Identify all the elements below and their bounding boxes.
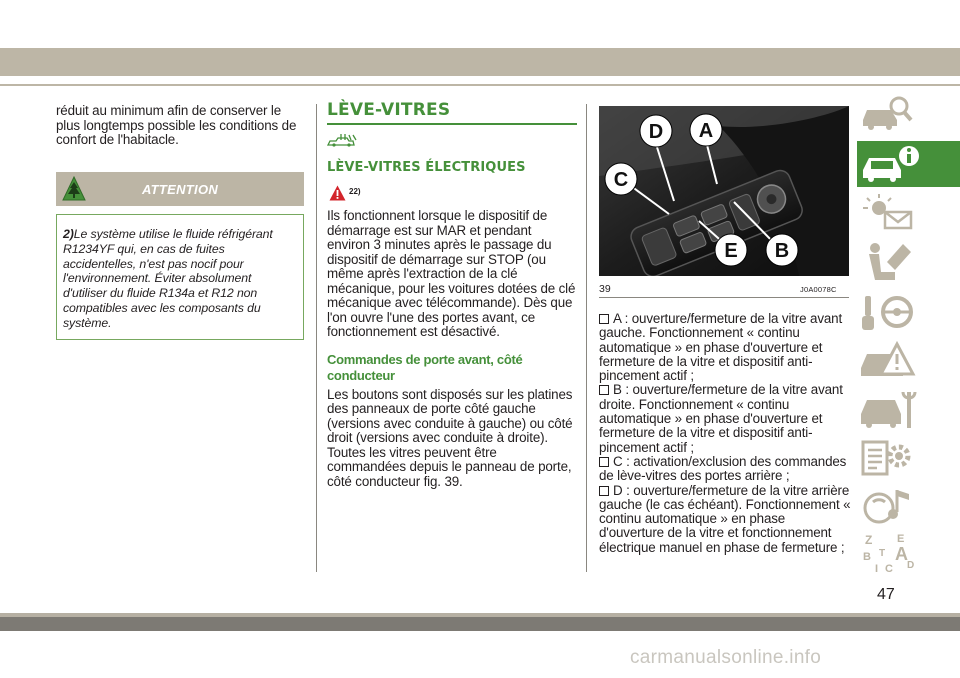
key-steering-icon[interactable] <box>857 290 960 334</box>
seat-airbag-icon[interactable] <box>857 240 960 284</box>
figure-window-switches <box>599 106 849 276</box>
car-tools-icon[interactable] <box>857 388 960 432</box>
svg-text:A: A <box>895 544 908 564</box>
car-window-icon <box>327 133 359 147</box>
figure-number: 39 <box>599 283 611 295</box>
intro-paragraph: réduit au minimum afin de conserver le plus longtemps possible les conditions de confort de l'habitacle. <box>56 103 297 147</box>
callout-d <box>640 115 672 147</box>
list-item-text: C : activation/exclusion des commandes de lève-vitres des portes arrière ; <box>599 453 847 484</box>
footer-band <box>0 613 960 631</box>
reference-number: 22) <box>349 187 361 196</box>
checkbox-bullet-icon <box>599 385 609 395</box>
callout-label: C <box>613 169 629 191</box>
callout-label: D <box>648 121 664 143</box>
callout-label: A <box>698 120 714 142</box>
attention-box <box>56 214 304 340</box>
figure-code: J0A0078C <box>800 285 837 294</box>
svg-text:Z: Z <box>865 533 873 547</box>
list-item-text: A : ouverture/fermeture de la vitre avant gauche. Fonctionnement « continu automatique » en phase d'ouverture et fermeture de la vitre et dispositif anti-pincement actif ; <box>599 311 843 384</box>
header-rule <box>0 84 960 86</box>
callout-e <box>715 234 747 266</box>
warning-lights-icon[interactable] <box>857 190 960 234</box>
specs-gear-icon[interactable] <box>857 436 960 480</box>
index-letters-icon[interactable] <box>857 530 960 574</box>
checkbox-bullet-icon <box>599 314 609 324</box>
list-item <box>599 383 851 454</box>
svg-text:E: E <box>897 533 905 545</box>
column-right <box>599 312 851 555</box>
column-divider <box>586 104 587 572</box>
attention-title: ATTENTION <box>141 182 219 197</box>
list-item-text: D : ouverture/fermeture de la vitre arrière gauche (le cas échéant). Fonctionnement « continu automatique » en phase d'ouverture de la vitre et fonctionnement électrique manuel en phase de fermeture ; <box>599 482 851 555</box>
paragraph-operation: Ils fonctionnent lorsque le dispositif de démarrage est sur MAR et pendant environ 3 minutes après le passage du dispositif de démarrage sur STOP (ou même après l'extraction de la clé mécanique, pour les voitures dotées de clé mécanique avec télécommande). Dès que l'on ouvre l'une des portes avant, ce fonctionnement est désactivé. <box>327 208 576 339</box>
column-divider <box>316 104 317 572</box>
svg-text:D: D <box>907 560 915 571</box>
section-title: LÈVE-VITRES <box>327 100 451 120</box>
checkbox-bullet-icon <box>599 486 609 496</box>
figure-rule <box>599 297 849 298</box>
list-item <box>599 484 851 555</box>
callout-a <box>690 114 722 146</box>
subheading-driver-door: Commandes de porte avant, côté conducteur <box>327 351 523 383</box>
column-middle <box>327 100 577 489</box>
column-left <box>56 104 304 148</box>
watermark: carmanualsonline.info <box>630 647 822 668</box>
section-title-rule <box>327 123 577 125</box>
list-item-text: B : ouverture/fermeture de la vitre avant droite. Fonctionnement « continu automatique » en phase d'ouverture et fermeture de la vitre et dispositif anti-pincement actif ; <box>599 382 843 455</box>
checkbox-bullet-icon <box>599 457 609 467</box>
svg-text:I: I <box>875 563 879 574</box>
car-search-icon[interactable] <box>857 90 960 134</box>
svg-text:C: C <box>885 563 893 574</box>
attention-note <box>63 227 297 331</box>
warning-triangle-icon <box>329 185 346 201</box>
list-item <box>599 312 851 383</box>
header-band <box>0 48 960 76</box>
car-warning-icon[interactable] <box>857 338 960 382</box>
paragraph-buttons: Les boutons sont disposés sur les platines des panneaux de porte côté gauche (versions avec conduite à gauche) ou côté droit (versions avec conduite à droite). Toutes les vitres peuvent être commandées depuis le panneau de porte, côté conducteur fig. 39. <box>327 386 573 489</box>
door-panel-illustration <box>599 106 849 276</box>
callout-b <box>766 234 798 266</box>
callout-c <box>605 163 637 195</box>
callout-label: E <box>724 240 738 262</box>
attention-header <box>56 172 304 206</box>
car-info-icon[interactable] <box>857 142 960 186</box>
svg-text:T: T <box>879 548 886 559</box>
page-number: 47 <box>877 586 895 603</box>
multimedia-icon[interactable] <box>857 484 960 528</box>
warning-reference <box>327 185 577 205</box>
svg-text:B: B <box>863 551 871 563</box>
note-number: 2) <box>63 227 74 241</box>
callout-label: B <box>774 240 790 262</box>
subsection-title: LÈVE-VITRES ÉLECTRIQUES <box>327 160 526 175</box>
list-item <box>599 455 851 484</box>
note-text: Le système utilise le fluide réfrigérant R1234YF qui, en cas de fuites accidentelles, n'est pas nocif pour l'environnement. Éviter absolument d'utiliser du fluide R134a et R12 non compatibles avec les composants du système. <box>63 227 273 330</box>
